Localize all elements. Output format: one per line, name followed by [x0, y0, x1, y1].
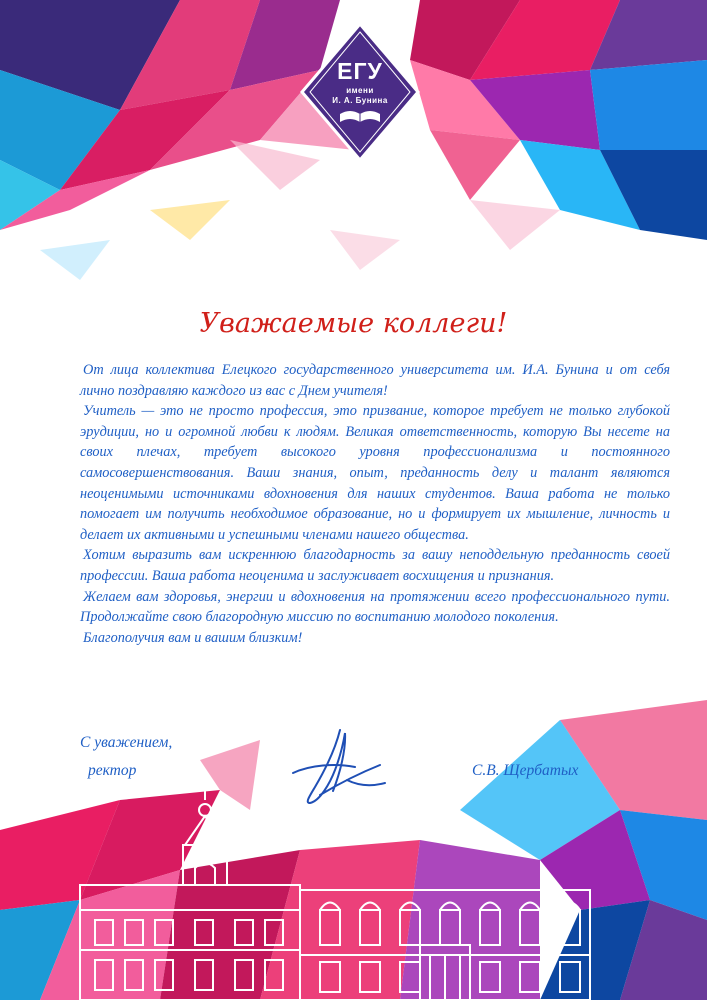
logo-line-1: имени: [346, 86, 374, 95]
letter-paragraph-5: Благополучия вам и вашим близким!: [83, 629, 303, 646]
rector-signature: [285, 725, 395, 810]
letter-body: [80, 360, 670, 648]
letter-paragraph-4: Желаем вам здоровья, энергии и вдохновения на протяжении всего профессионального пути. Продолжайте свою благородную миссию по воспитанию молодого поколения.: [80, 588, 670, 626]
letter-heading: Уважаемые коллеги!: [199, 308, 508, 339]
logo-line-2: И. А. Бунина: [332, 96, 388, 105]
closing-regards: С уважением,: [80, 734, 173, 751]
rector-name: С.В. Щербатых: [472, 762, 579, 779]
letter-paragraph-1: От лица коллектива Елецкого государственного университета им. И.А. Бунина и от себя лично поздравляю каждого из вас с Днем учителя!: [80, 362, 670, 399]
closing-position: ректор: [88, 762, 137, 779]
university-logo: [300, 22, 420, 162]
letter-paragraph-3: Хотим выразить вам искреннюю благодарность за вашу неподдельную преданность своей профессии. Ваша работа неоценима и заслуживает восхищения и признания.: [80, 547, 670, 584]
letter-paragraph-2: Учитель — это не просто профессия, это призвание, которое требует не только глубокой эрудиции, но и огромной любви к людям. Великая ответственность, которую Вы несете на своих плечах, требует высокого уровня профессионализма и постоянного самосовершенствования. Ваши знания, опыт, преданность делу и талант являются неоценимыми источниками вдохновения для наших студентов. Ваша работа не только помогает им получить необходимое образование, но и формирует их мышление, личность и делает их активными и успешными членами нашего общества.: [80, 403, 670, 543]
logo-abbreviation: ЕГУ: [337, 58, 383, 84]
